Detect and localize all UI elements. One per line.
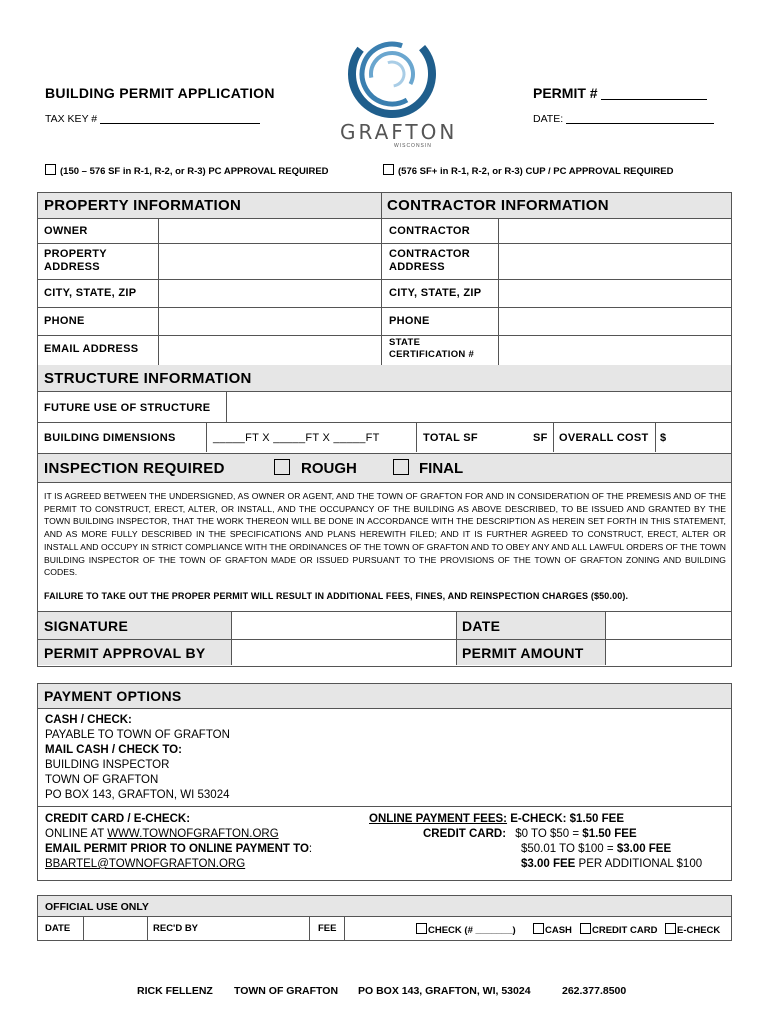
- signature-label: SIGNATURE: [44, 618, 129, 634]
- info-table: [37, 192, 732, 366]
- credit-card-section: [45, 812, 312, 872]
- fee-label: FEE: [318, 923, 337, 934]
- official-heading: OFFICIAL USE ONLY: [45, 901, 149, 913]
- state-cert-field[interactable]: [499, 336, 731, 365]
- email-link[interactable]: BBARTEL@TOWNOFGRAFTON.ORG: [45, 858, 246, 870]
- payment-divider: [38, 806, 731, 807]
- inspection-bar: [37, 454, 732, 483]
- signature-field[interactable]: [232, 612, 456, 639]
- approval-label: PERMIT APPROVAL BY: [44, 645, 206, 661]
- payment-box: [37, 683, 732, 881]
- property-phone-field[interactable]: [159, 308, 380, 335]
- contractor-city-field[interactable]: [499, 280, 731, 307]
- contractor-address-field[interactable]: [499, 244, 731, 279]
- rough-checkbox[interactable]: [274, 459, 290, 478]
- contractor-heading: CONTRACTOR INFORMATION: [387, 197, 609, 214]
- permit-amount-field[interactable]: [606, 640, 731, 665]
- online-at: ONLINE AT WWW.TOWNOFGRAFTON.ORG: [45, 828, 279, 840]
- swirl-logo-icon: [336, 22, 446, 122]
- date-label: DATE:: [533, 113, 714, 125]
- state-cert-label: STATE CERTIFICATION #: [389, 337, 475, 360]
- payable-to: PAYABLE TO TOWN OF GRAFTON: [45, 729, 230, 741]
- tax-key-field[interactable]: [100, 123, 260, 124]
- sign-date-field[interactable]: [606, 612, 731, 639]
- check-checkbox[interactable]: [416, 923, 427, 934]
- permit-number-field[interactable]: [601, 99, 707, 100]
- permit-number: PERMIT #: [533, 85, 707, 101]
- official-date-label: DATE: [45, 923, 71, 934]
- structure-heading: STRUCTURE INFORMATION: [44, 370, 252, 387]
- owner-label: OWNER: [44, 225, 88, 237]
- property-city-label: CITY, STATE, ZIP: [44, 287, 137, 299]
- logo-subtext: WISCONSIN: [394, 143, 432, 149]
- cash-checkbox[interactable]: [533, 923, 544, 934]
- contractor-phone-label: PHONE: [389, 315, 430, 327]
- permit-amount-label: PERMIT AMOUNT: [462, 645, 584, 661]
- final-label: FINAL: [419, 460, 464, 477]
- mail-address-2: TOWN OF GRAFTON: [45, 774, 159, 786]
- property-email-field[interactable]: [159, 336, 380, 365]
- property-phone-label: PHONE: [44, 315, 85, 327]
- cc-heading: CREDIT CARD / E-CHECK:: [45, 813, 191, 825]
- property-address-label: PROPERTY ADDRESS: [44, 248, 107, 273]
- official-use-table: [37, 895, 732, 941]
- logo-wordmark: GRAFTON: [340, 120, 458, 144]
- overall-cost-label: OVERALL COST: [559, 432, 649, 444]
- col-divider: [553, 423, 554, 452]
- future-use-field[interactable]: [227, 392, 731, 422]
- col-divider: [206, 423, 207, 452]
- agreement-text: IT IS AGREED BETWEEN THE UNDERSIGNED, AS OWNER OR AGENT, AND THE TOWN OF GRAFTON FOR AND IN CONSIDERATION OF THE PREMESIS AND OF THE PERMIT TO CONSTRUCT, ERECT, ALTER, OR INSTALL, AND THE OCCUPANCY OF THE BUILDING AS ABOVE DESCRIBED, TO BE ISSUED AND GRANTED BY THE TOWN BUILDING INSPECTOR, THAT THE WORK THEREON WILL BE DONE IN ACCORDANCE WITH THE DESCRIPTION AS HEREIN SET FORTH IN THIS STATEMENT, AND AS MORE FULLY DESCRIBED IN THE SPECIFICATIONS AND PLANS HEREWITH FILED; AND IT IS FURTHER AGREED TO CONSTRUCT, ERECT, ALTER OR INSTALL AND OCCUPY IN STRICT COMPLIANCE WITH THE ORDINANCES OF THE TOWN OF GRAFTON AND TO OBEY ANY AND ALL LAWFUL ORDERS OF THE TOWN BUILDING INSPECTOR OF THE TOWN OF GRAFTON MADE OR ISSUED PURSUANT TO THE PROVISIONS OF THE TOWN OF GRAFTON ZONING AND BUILDING CODES.: [44, 491, 726, 578]
- recd-by-label: REC'D BY: [153, 923, 199, 934]
- cost-dollar-sign: $: [660, 432, 667, 444]
- fees-line-1: ONLINE PAYMENT FEES: E-CHECK: $1.50 FEE: [369, 813, 624, 825]
- col-divider: [344, 916, 345, 940]
- cash-option: CASH: [533, 923, 572, 936]
- grafton-logo: [336, 22, 458, 152]
- col-divider: [655, 423, 656, 452]
- signature-table: [37, 612, 732, 667]
- row-divider: [38, 422, 731, 423]
- fees-section: [369, 812, 709, 872]
- contractor-city-label: CITY, STATE, ZIP: [389, 287, 482, 299]
- cash-check-heading: CASH / CHECK:: [45, 714, 132, 726]
- mail-to-heading: MAIL CASH / CHECK TO:: [45, 744, 182, 756]
- property-city-field[interactable]: [159, 280, 380, 307]
- total-sf-label: TOTAL SF: [423, 432, 478, 444]
- fees-line-4: $3.00 FEE PER ADDITIONAL $100: [521, 858, 703, 870]
- dimensions-label: BUILDING DIMENSIONS: [44, 432, 176, 444]
- option-small-checkbox[interactable]: [45, 164, 56, 175]
- fees-line-2: CREDIT CARD: $0 TO $50 = $1.50 FEE: [423, 828, 637, 840]
- owner-field[interactable]: [159, 219, 380, 243]
- contractor-address-label: CONTRACTOR ADDRESS: [389, 248, 471, 273]
- agreement-box: [37, 483, 732, 612]
- fees-line-3: $50.01 TO $100 = $3.00 FEE: [521, 843, 672, 855]
- echeck-option: E-CHECK: [665, 923, 720, 936]
- property-address-field[interactable]: [159, 244, 380, 279]
- structure-table: [37, 365, 732, 454]
- mail-address-3: PO BOX 143, GRAFTON, WI 53024: [45, 789, 230, 801]
- echeck-checkbox[interactable]: [665, 923, 676, 934]
- property-heading: PROPERTY INFORMATION: [44, 197, 242, 214]
- final-checkbox[interactable]: [393, 459, 409, 478]
- recd-by-field[interactable]: [148, 917, 309, 940]
- date-field[interactable]: [566, 123, 714, 124]
- mail-address-1: BUILDING INSPECTOR: [45, 759, 170, 771]
- footer-phone: 262.377.8500: [562, 985, 627, 997]
- option-small-structure: (150 – 576 SF in R-1, R-2, or R-3) PC APPROVAL REQUIRED: [45, 164, 329, 177]
- failure-warning: FAILURE TO TAKE OUT THE PROPER PERMIT WILL RESULT IN ADDITIONAL FEES, FINES, AND REINSPECTION CHARGES ($50.00).: [44, 591, 629, 601]
- sf-unit-label: SF: [533, 432, 548, 444]
- contractor-field[interactable]: [499, 219, 731, 243]
- contractor-label: CONTRACTOR: [389, 225, 471, 237]
- sign-date-label: DATE: [462, 618, 501, 634]
- payment-heading: PAYMENT OPTIONS: [44, 688, 182, 704]
- rough-label: ROUGH: [301, 460, 357, 477]
- property-email-label: EMAIL ADDRESS: [44, 343, 139, 355]
- credit-card-option: CREDIT CARD: [580, 923, 657, 936]
- option-large-checkbox[interactable]: [383, 164, 394, 175]
- future-use-label: FUTURE USE OF STRUCTURE: [44, 402, 211, 414]
- col-divider: [309, 916, 310, 940]
- approval-field[interactable]: [232, 640, 456, 665]
- tax-key-label: TAX KEY #: [45, 113, 260, 125]
- footer-name: RICK FELLENZ: [137, 985, 213, 997]
- check-option: CHECK (# _______): [416, 923, 516, 936]
- credit-card-checkbox[interactable]: [580, 923, 591, 934]
- official-date-field[interactable]: [84, 917, 147, 940]
- cash-check-section: [45, 713, 230, 803]
- inspection-heading: INSPECTION REQUIRED: [44, 460, 225, 477]
- form-title: BUILDING PERMIT APPLICATION: [45, 85, 275, 101]
- footer-town: TOWN OF GRAFTON: [234, 985, 339, 997]
- dimensions-field[interactable]: _____FT X _____FT X _____FT: [213, 432, 380, 444]
- col-divider: [416, 423, 417, 452]
- option-large-structure: (576 SF+ in R-1, R-2, or R-3) CUP / PC APPROVAL REQUIRED: [383, 164, 673, 177]
- contractor-phone-field[interactable]: [499, 308, 731, 335]
- email-instructions: EMAIL PERMIT PRIOR TO ONLINE PAYMENT TO:: [45, 843, 313, 855]
- website-link[interactable]: WWW.TOWNOFGRAFTON.ORG: [107, 828, 279, 840]
- footer-address: PO BOX 143, GRAFTON, WI, 53024: [358, 985, 531, 997]
